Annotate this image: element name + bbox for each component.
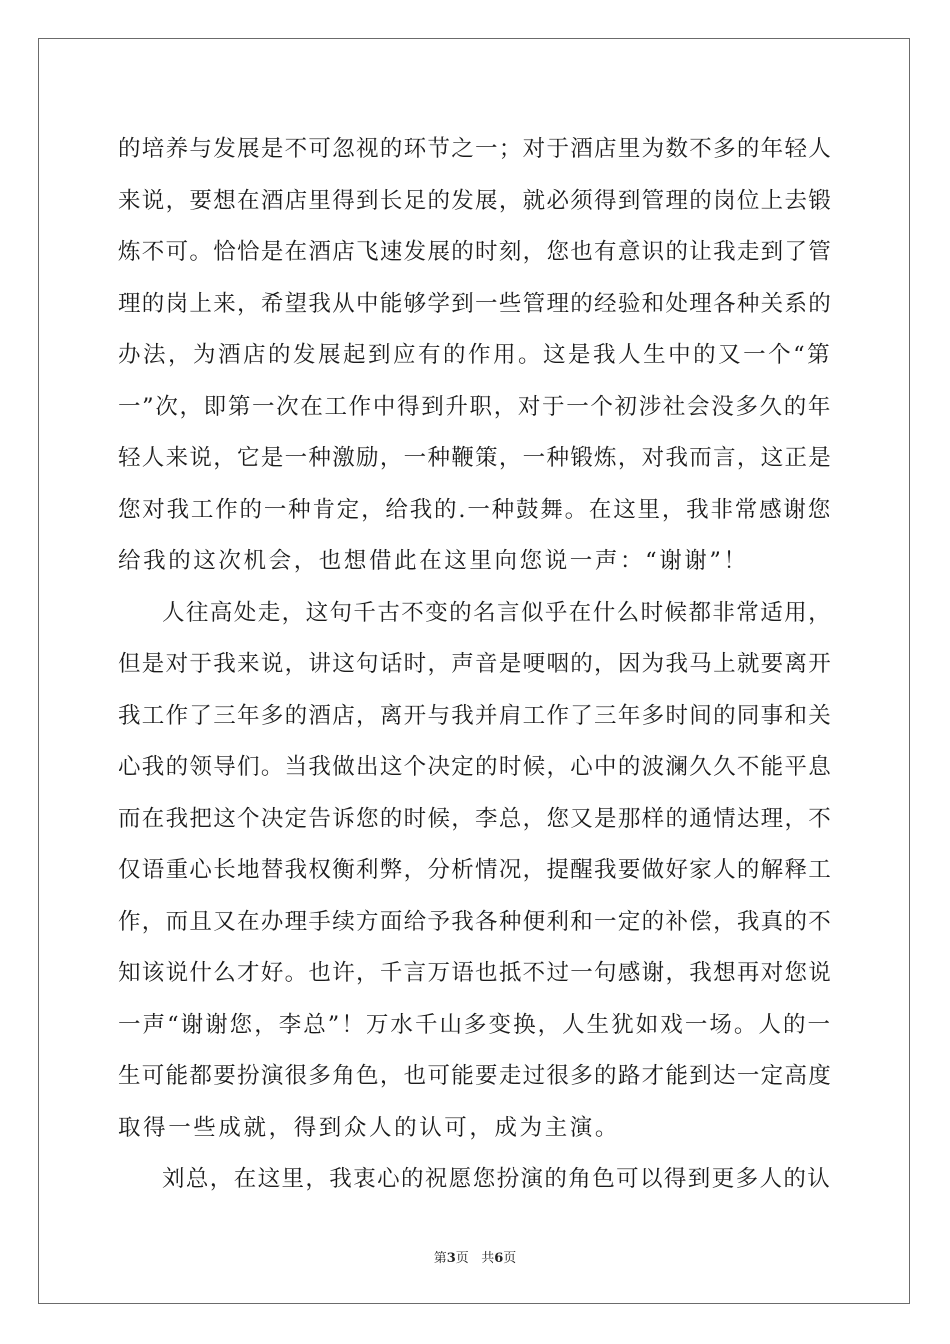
footer-prefix: 第 bbox=[433, 1251, 447, 1266]
text-line: 来说，要想在酒店里得到长足的发展，就必须得到管理的岗位上去锻 bbox=[118, 187, 832, 214]
text-line: 我工作了三年多的酒店，离开与我并肩工作了三年多时间的同事和关 bbox=[118, 702, 832, 729]
footer-total-suffix: 页 bbox=[503, 1251, 517, 1266]
text-line: 给我的这次机会，也想借此在这里向您说一声：“谢谢”！ bbox=[118, 548, 749, 574]
text-line: 办法，为酒店的发展起到应有的作用。这是我人生中的又一个“第 bbox=[118, 342, 832, 368]
text-line: 一声“谢谢您，李总”！万水千山多变换，人生犹如戏一场。人的一 bbox=[118, 1011, 832, 1038]
footer-total-prefix: 共 bbox=[481, 1251, 495, 1266]
current-page-number: 3 bbox=[446, 1251, 456, 1266]
text-line: 理的岗上来，希望我从中能够学到一些管理的经验和处理各种关系的 bbox=[118, 290, 832, 317]
text-line: 心我的领导们。当我做出这个决定的时候，心中的波澜久久不能平息 bbox=[118, 754, 832, 780]
text-line: 炼不可。恰恰是在酒店飞速发展的时刻，您也有意识的让我走到了管 bbox=[118, 239, 832, 265]
text-line: 一”次，即第一次在工作中得到升职，对于一个初涉社会没多久的年 bbox=[118, 393, 832, 420]
text-line: 而在我把这个决定告诉您的时候，李总，您又是那样的通情达理，不 bbox=[118, 805, 832, 832]
document-body bbox=[118, 124, 832, 1206]
text-line: 仅语重心长地替我权衡利弊，分析情况，提醒我要做好家人的解释工 bbox=[118, 857, 832, 883]
text-line: 生可能都要扮演很多角色，也可能要走过很多的路才能到达一定高度 bbox=[118, 1063, 832, 1089]
text-line: 人往高处走，这句千古不变的名言似乎在什么时候都非常适用， bbox=[162, 599, 832, 626]
text-line: 取得一些成就，得到众人的认可，成为主演。 bbox=[118, 1114, 621, 1141]
text-line: 但是对于我来说，讲这句话时，声音是哽咽的，因为我马上就要离开 bbox=[118, 651, 832, 677]
text-line: 轻人来说，它是一种激励，一种鞭策，一种锻炼，对我而言，这正是 bbox=[118, 445, 832, 471]
total-page-count: 6 bbox=[494, 1251, 504, 1266]
text-line: 知该说什么才好。也许，千言万语也抵不过一句感谢，我想再对您说 bbox=[118, 960, 832, 986]
page-footer bbox=[0, 1247, 950, 1266]
text-line: 刘总，在这里，我衷心的祝愿您扮演的角色可以得到更多人的认 bbox=[162, 1166, 832, 1192]
text-line: 作，而且又在办理手续方面给予我各种便利和一定的补偿，我真的不 bbox=[118, 908, 832, 935]
footer-page-word: 页 bbox=[455, 1251, 469, 1266]
text-line: 的培养与发展是不可忽视的环节之一；对于酒店里为数不多的年轻人 bbox=[118, 136, 832, 162]
text-line: 您对我工作的一种肯定，给我的.一种鼓舞。在这里，我非常感谢您 bbox=[118, 496, 832, 523]
